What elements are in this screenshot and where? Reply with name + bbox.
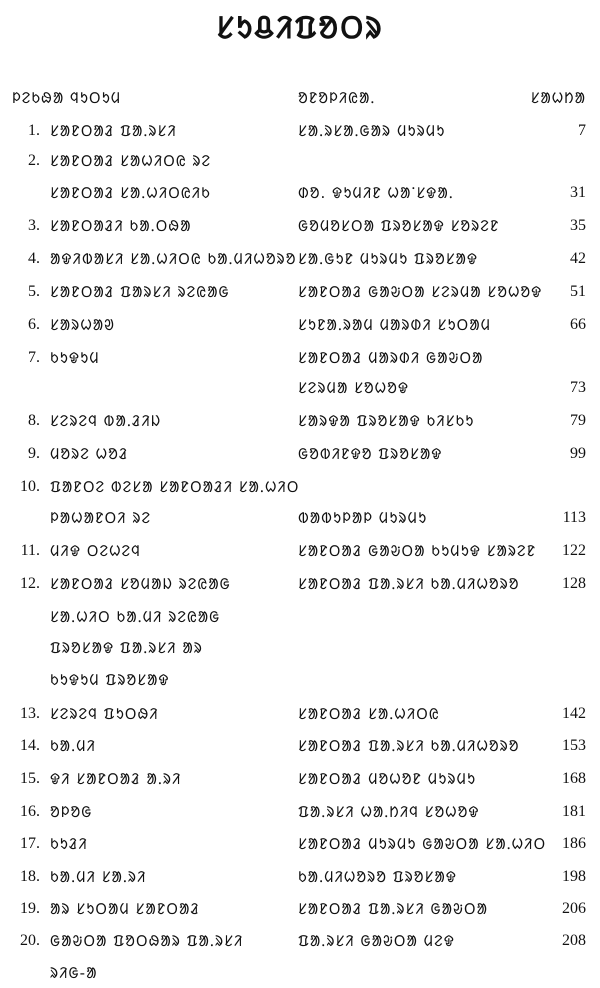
entry-page: 208 [562,932,586,949]
entry-page: 128 [562,575,586,592]
entry-page: 79 [570,412,586,429]
toc-row [0,768,600,794]
entry-author: ᱠᱟᱹᱢᱤᱦᱚᱨᱚ ᱯᱨᱚᱥᱟᱫ [298,868,457,886]
entry-number: 2. [28,152,40,169]
toc-row [0,347,600,373]
entry-page: 181 [562,803,586,820]
entry-author: ᱯᱟᱹᱨᱥᱤ ᱦᱟᱹᱴᱤᱧ ᱥᱚᱦᱚᱫ [298,803,480,821]
entry-title: ᱥᱟᱱᱛᱟᱲ ᱯᱟᱹᱨᱥᱤ [50,122,177,140]
entry-author: ᱥᱟᱱᱛᱟᱲ ᱢᱚᱦᱚᱱ ᱢᱩᱨᱢᱩ [298,770,477,788]
entry-title: ᱯᱨᱚᱥᱟᱫ ᱯᱟᱹᱨᱥᱤ ᱟᱨ [50,639,203,657]
toc-row [0,507,600,533]
toc-row [0,443,600,469]
toc-row [0,215,600,241]
entry-number: 7. [28,349,40,366]
entry-number: 3. [28,217,40,234]
toc-row [0,898,600,924]
entry-title: ᱠᱩᱲᱤ [50,835,88,853]
entry-author: ᱥᱟᱱᱛᱟᱲ ᱥᱟᱹᱦᱤᱛᱭ [298,705,440,723]
entry-number: 18. [20,868,40,885]
toc-row [0,606,600,632]
entry-number: 8. [28,412,40,429]
entry-author: ᱥᱟᱱᱛᱟᱲ ᱯᱟᱹᱨᱥᱤ ᱠᱟᱹᱢᱤᱦᱚᱨᱚ [298,575,520,593]
entry-page: 35 [570,217,586,234]
toc-row [0,962,600,988]
entry-title: ᱥᱟᱱᱛᱟᱲᱤ ᱠᱟᱹᱛᱷᱟ [50,217,192,235]
entry-title: ᱟᱨ ᱥᱩᱛᱟᱢ ᱥᱟᱱᱛᱟᱲ [50,900,200,918]
entry-page: 51 [570,283,586,300]
entry-number: 10. [20,478,40,495]
entry-title: ᱨᱤᱜ-ᱟ [50,964,98,982]
entry-author: ᱰᱚ. ᱫᱩᱢᱤᱱ ᱦᱟᱸᱥᱫᱟᱹ [298,184,454,202]
entry-title: ᱠᱩᱫᱩᱢ ᱯᱨᱚᱥᱟᱫ [50,671,170,689]
toc-row [0,801,600,827]
entry-number: 4. [28,250,40,267]
entry-title: ᱚᱞᱚᱜ [50,803,93,821]
entry-number: 19. [20,900,40,917]
toc-row [0,669,600,695]
entry-author: ᱥᱟᱱᱛᱟᱲ ᱜᱟᱶᱛᱟ ᱥᱮᱨᱢᱟ ᱥᱚᱦᱚᱫ [298,283,543,301]
entry-title: ᱫᱤ ᱥᱟᱱᱛᱟᱲ ᱟᱹᱨᱤ [50,770,182,788]
entry-number: 12. [20,575,40,592]
entry-number: 20. [20,932,40,949]
entry-page: 206 [562,900,586,917]
entry-title: ᱞᱟᱦᱟᱱᱛᱤ ᱨᱮ [50,509,152,527]
entry-author: ᱥᱮᱨᱢᱟ ᱥᱚᱦᱚᱫ [298,379,410,397]
entry-number: 16. [20,803,40,820]
entry-number: 5. [28,283,40,300]
entry-title: ᱜᱟᱶᱛᱟ ᱯᱚᱛᱷᱟᱨ ᱯᱟᱹᱨᱥᱤ [50,932,244,950]
entry-page: 168 [562,770,586,787]
entry-title: ᱠᱟᱹᱢᱤ ᱥᱟᱹᱨᱤ [50,868,147,886]
entry-page: 198 [562,868,586,885]
toc-row [0,703,600,729]
entry-author: ᱥᱟᱹᱜᱩᱱ ᱢᱩᱨᱢᱩ ᱯᱨᱚᱥᱟᱫ [298,250,479,268]
entry-page: 142 [562,705,586,722]
entry-page: 186 [562,835,586,852]
entry-page: 113 [562,509,586,526]
entry-number: 11. [20,542,40,559]
toc-row [0,314,600,340]
toc-row [0,410,600,436]
column-header-title: ᱞᱮᱠᱷᱟ ᱧᱩᱛᱩᱢ [12,89,122,107]
toc-row [0,637,600,663]
entry-author: ᱥᱟᱱᱛᱟᱲ ᱯᱟᱹᱨᱥᱤ ᱜᱟᱶᱛᱟ [298,900,488,918]
entry-number: 1. [28,122,40,139]
entry-page: 66 [570,316,586,333]
page-title: ᱥᱩᱪᱤᱯᱚᱛᱨ [216,11,384,46]
toc-row [0,930,600,956]
toc-row [0,150,600,176]
entry-number: 15. [20,770,40,787]
column-header-page: ᱥᱟᱦᱴᱟ [530,89,586,107]
entry-title: ᱠᱩᱫᱩᱢ [50,349,100,367]
entry-author: ᱵᱟᱵᱩᱞᱟᱞ ᱢᱩᱨᱢᱩ [298,509,428,527]
entry-author: ᱥᱩᱱᱟᱹᱨᱟᱢ ᱢᱟᱨᱰᱤ ᱥᱩᱛᱟᱢ [298,316,492,334]
toc-row [0,248,600,274]
entry-title: ᱥᱮᱨᱮᱧ ᱯᱩᱛᱷᱤ [50,705,159,723]
entry-title: ᱥᱟᱱᱛᱟᱲ ᱥᱟᱹᱦᱤᱛᱭᱤᱠ [50,184,211,202]
entry-page: 42 [570,250,586,267]
column-header-author: ᱚᱱᱚᱞᱤᱭᱟᱹ [298,89,376,107]
entry-author: ᱥᱟᱨᱫᱟ ᱯᱨᱚᱥᱟᱫ ᱠᱤᱥᱠᱩ [298,412,475,430]
entry-number: 13. [20,705,40,722]
toc-row [0,833,600,859]
toc-row [0,735,600,761]
entry-page: 122 [562,542,586,559]
entry-title: ᱥᱟᱱᱛᱟᱲ ᱥᱚᱢᱟᱡ ᱨᱮᱭᱟᱜ [50,575,231,593]
entry-author: ᱥᱟᱱᱛᱟᱲ ᱜᱟᱶᱛᱟ ᱠᱩᱢᱩᱫ ᱥᱟᱨᱮᱱ [298,542,537,560]
toc-row [0,866,600,892]
entry-author: ᱜᱚᱵᱤᱱᱫᱚ ᱯᱨᱚᱥᱟᱫ [298,445,443,463]
entry-title: ᱥᱟᱹᱦᱤᱛ ᱠᱟᱹᱢᱤ ᱨᱮᱭᱟᱜ [50,608,221,626]
toc-row [0,120,600,146]
entry-title: ᱠᱟᱹᱢᱤ [50,737,96,755]
toc-row [0,573,600,599]
entry-title: ᱥᱟᱱᱛᱟᱲ ᱯᱟᱨᱥᱤ ᱨᱮᱭᱟᱜ [50,283,230,301]
toc-row [0,281,600,307]
entry-number: 14. [20,737,40,754]
toc-row [0,476,600,502]
entry-page: 99 [570,445,586,462]
entry-number: 6. [28,316,40,333]
toc-row [0,182,600,208]
entry-number: 9. [28,445,40,462]
entry-title: ᱥᱮᱨᱮᱧ ᱵᱟᱹᱲᱤᱡ [50,412,162,430]
entry-number: 17. [20,835,40,852]
entry-author: ᱥᱟᱱᱛᱟᱲ ᱢᱟᱨᱰᱤ ᱜᱟᱶᱛᱟ [298,349,484,367]
entry-title: ᱯᱟᱱᱛᱮ ᱵᱮᱥᱟ ᱥᱟᱱᱛᱟᱲᱤ ᱥᱟᱹᱦᱤᱛ [50,478,300,496]
entry-title: ᱥᱟᱨᱦᱟᱣ [50,316,115,334]
entry-title: ᱢᱤᱫ ᱛᱮᱦᱮᱧ [50,542,141,560]
entry-page: 31 [570,184,586,201]
entry-author: ᱥᱟᱱᱛᱟᱲ ᱢᱩᱨᱢᱩ ᱜᱟᱶᱛᱟ ᱥᱟᱹᱦᱤᱛ [298,835,547,853]
toc-row [0,540,600,566]
entry-page: 7 [578,122,586,139]
entry-title: ᱟᱫᱤᱵᱟᱥᱤ ᱥᱟᱹᱦᱤᱛᱭ ᱠᱟᱹᱢᱤᱦᱚᱨᱚ [50,250,297,268]
entry-author: ᱯᱟᱹᱨᱥᱤ ᱜᱟᱶᱛᱟ ᱢᱮᱫ [298,932,455,950]
toc-row [0,377,600,403]
entry-page: 73 [570,379,586,396]
entry-page: 153 [562,737,586,754]
entry-author: ᱥᱟᱹᱨᱥᱟᱹᱜᱟᱨ ᱢᱩᱨᱢᱩ [298,122,446,140]
entry-author: ᱥᱟᱱᱛᱟᱲ ᱯᱟᱹᱨᱥᱤ ᱠᱟᱹᱢᱤᱦᱚᱨᱚ [298,737,520,755]
entry-title: ᱥᱟᱱᱛᱟᱲ ᱥᱟᱦᱤᱛᱭ ᱨᱮ [50,152,212,170]
entry-author: ᱜᱚᱢᱚᱥᱛᱟ ᱯᱨᱚᱥᱟᱫ ᱥᱚᱨᱮᱱ [298,217,500,235]
entry-title: ᱢᱚᱨᱮ ᱦᱚᱲ [50,445,129,463]
